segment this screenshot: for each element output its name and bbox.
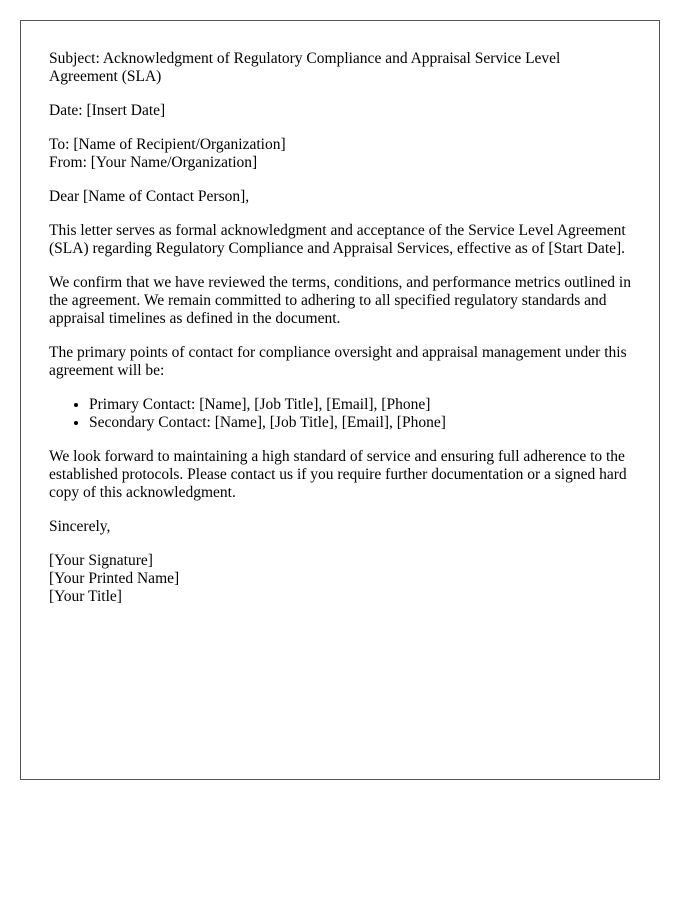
subject-line: Subject: Acknowledgment of Regulatory Compliance and Appraisal Service Level Agreement (SLA) (49, 50, 561, 85)
body-paragraph-4: We look forward to maintaining a high standard of service and ensuring full adherence to the established protocols. Please contact us if you require further documentation or a signed hard copy of this acknowledgment. (49, 448, 627, 501)
to-line: To: [Name of Recipient/Organization] (49, 136, 286, 153)
title-line: [Your Title] (49, 588, 122, 605)
salutation: Dear [Name of Contact Person], (49, 188, 250, 205)
address-block (49, 136, 631, 172)
signature-block (49, 552, 631, 606)
contacts-list (49, 396, 631, 432)
list-item-primary-contact: • Primary Contact: [Name], [Job Title], [Email], [Phone] (89, 396, 631, 414)
printed-name-line: [Your Printed Name] (49, 570, 180, 587)
from-line: From: [Your Name/Organization] (49, 154, 258, 171)
date-line: Date: [Insert Date] (49, 102, 166, 119)
signature-line: [Your Signature] (49, 552, 153, 569)
body-paragraph-1: This letter serves as formal acknowledgment and acceptance of the Service Level Agreement (SLA) regarding Regulatory Compliance and Appraisal Services, effective as of [Start Date]. (49, 222, 626, 257)
letter-document (20, 20, 660, 780)
list-item-secondary-contact: • Secondary Contact: [Name], [Job Title], [Email], [Phone] (89, 414, 631, 432)
body-paragraph-3: The primary points of contact for compliance oversight and appraisal management under this agreement will be: (49, 344, 627, 379)
closing: Sincerely, (49, 518, 111, 535)
body-paragraph-2: We confirm that we have reviewed the terms, conditions, and performance metrics outlined in the agreement. We remain committed to adhering to all specified regulatory standards and appraisal timelines as defined in the document. (49, 274, 631, 327)
